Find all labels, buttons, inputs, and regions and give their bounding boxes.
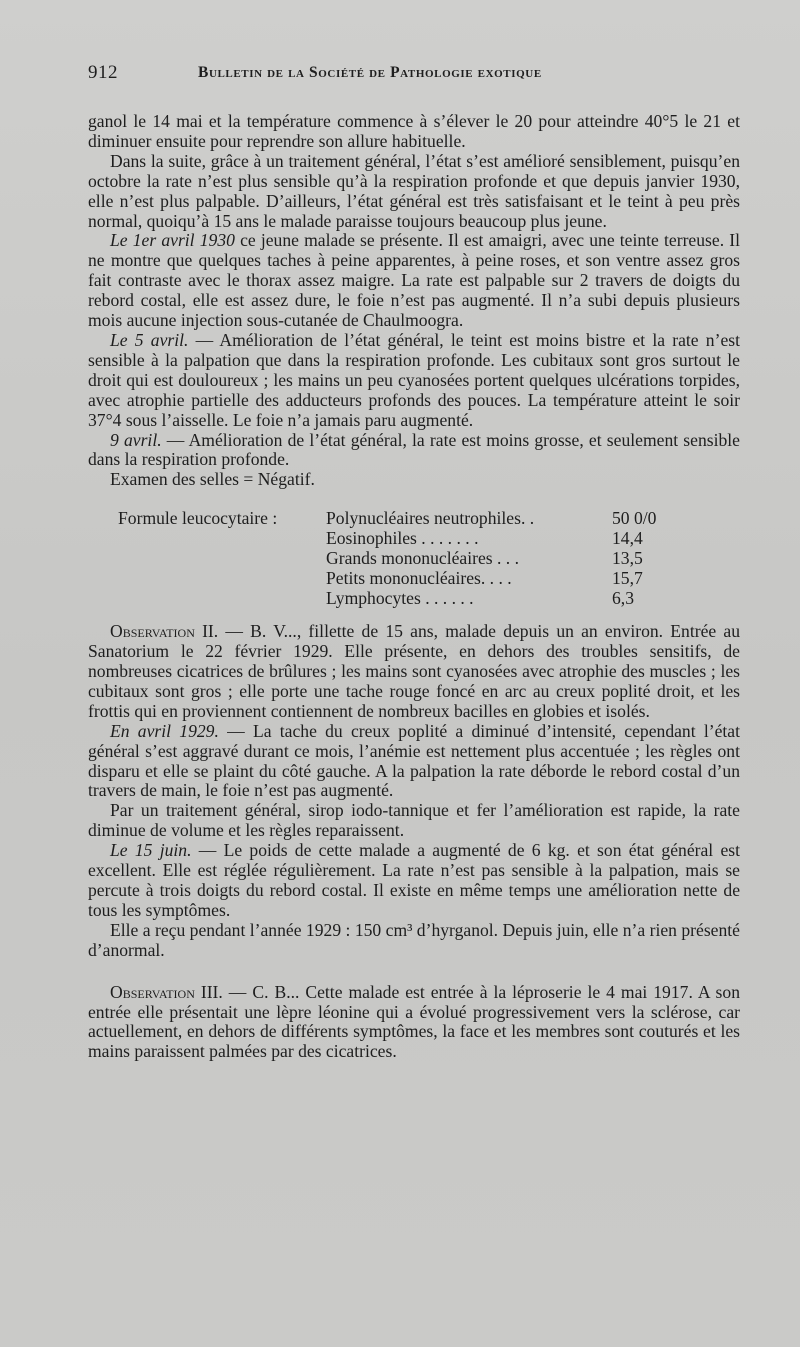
paragraph-text: — La tache du creux poplité a diminué d’intensité, cependant l’état général s’est aggravé durant ce mois, l’anémie est nettement plus accentuée ; les règles ont disparu et elle se plaint du côté gauche. A la palpation la rate déborde le rebord costal d’un travers de main, le foie n’est pas augmenté.: [88, 720, 741, 801]
formula-row: [326, 588, 706, 608]
cell-type: Lymphocytes . . . . . .: [326, 588, 474, 609]
cell-percentage: 6,3: [612, 588, 634, 609]
date-lead: Le 15 juin.: [110, 840, 192, 861]
observation-heading: Observation III.: [110, 981, 223, 1002]
observation-heading: Observation II.: [110, 621, 219, 642]
formula-row: [326, 528, 706, 548]
date-lead: 9 avril.: [110, 429, 162, 450]
formula-rows: [326, 508, 740, 608]
article-body: [88, 112, 740, 1062]
formula-row: [326, 548, 706, 568]
observation-paragraph: [88, 622, 740, 722]
paragraph: Examen des selles = Négatif.: [110, 469, 315, 490]
formula-row: [326, 568, 706, 588]
formula-label: Formule leucocytaire :: [118, 508, 278, 529]
paragraph-text: — B. V..., fillette de 15 ans, malade depuis un an environ. Entrée au Sanatorium le 22 février 1929. Elle présente, en dehors des troubles sensitifs, de nombreuses cicatrices de brûlures ; les mains sont cyanosées avec atrophie des muscles ; les cubitaux sont gros ; elle porte une tache rouge foncé en arc au creux poplité droit, et les frottis qui en proviennent contiennent de nombreux bacilles en globies et isolés.: [88, 621, 740, 721]
cell-type: Grands mononucléaires . . .: [326, 548, 519, 569]
page-number: 912: [88, 62, 118, 83]
paragraph: [88, 331, 740, 431]
date-lead: En avril 1929.: [110, 720, 219, 741]
paragraph: [88, 841, 740, 921]
cell-percentage: 15,7: [612, 568, 643, 589]
observation-paragraph: [88, 983, 740, 1063]
cell-percentage: 14,4: [612, 528, 643, 549]
paragraph: [88, 231, 740, 331]
paragraph: ganol le 14 mai et la température commence à s’élever le 20 pour atteindre 40°5 le 21 et diminuer ensuite pour reprendre son allure habituelle.: [88, 111, 740, 151]
paragraph-text: — Le poids de cette malade a augmenté de 6 kg. et son état général est excellent. Elle est réglée régulièrement. La rate n’est pas sensible à la palpation, mais se percute à trois doigts du rebord costal. Il existe en même temps une amélioration nette de tous les symptômes.: [88, 840, 740, 920]
paragraph-text: — C. B... Cette malade est entrée à la léproserie le 4 mai 1917. A son entrée elle présentait une lèpre léonine qui a évolué progressivement vers la sclérose, car actuellement, en dehors de différents symptômes, la face et les membres sont couturés et les mains paraissent palmées par des cicatrices.: [88, 981, 740, 1062]
cell-type: Eosinophiles . . . . . . .: [326, 528, 479, 549]
paragraph: [88, 722, 740, 802]
leukocyte-formula: [118, 508, 740, 608]
date-lead: Le 5 avril.: [110, 329, 189, 350]
date-lead: Le 1er avril 1930: [110, 230, 235, 251]
paragraph-text: ce jeune malade se présente. Il est amaigri, avec une teinte terreuse. Il ne montre que quelques taches à peine apparentes, à peine roses, et son ventre assez gros fait contraste avec le thorax assez maigre. La rate est palpable sur 2 travers de doigts du rebord costal, elle est assez dure, le foie n’est pas augmenté. Il n’a subi depuis plusieurs mois aucune injection sous-cutanée de Chaulmoogra.: [88, 230, 740, 331]
paragraph: Elle a reçu pendant l’année 1929 : 150 cm³ d’hyrganol. Depuis juin, elle n’a rien présenté d’anormal.: [88, 919, 740, 960]
cell-percentage: 50 0/0: [612, 508, 657, 529]
cell-percentage: 13,5: [612, 548, 643, 569]
cell-type: Petits mononucléaires. . . .: [326, 568, 512, 589]
paragraph: Dans la suite, grâce à un traitement général, l’état s’est amélioré sensiblement, puisqu’en octobre la rate n’est plus sensible qu’à la respiration profonde et que depuis janvier 1930, elle n’est plus palpable. D’ailleurs, l’état général est très satisfaisant et le teint à peu près normal, quoiqu’à 15 ans le malade paraisse toujours beaucoup plus jeune.: [88, 150, 740, 231]
paragraph: [88, 431, 740, 471]
running-title: Bulletin de la Société de Pathologie exotique: [198, 64, 542, 81]
cell-type: Polynucléaires neutrophiles. .: [326, 508, 535, 529]
paragraph-text: — Amélioration de l’état général, le teint est moins bistre et la rate n’est sensible à la palpation que dans la respiration profonde. Les cubitaux sont gros surtout le droit qui est douloureux ; les mains un peu cyanosées portent quelques ulcérations torpides, avec atrophie partielle des adducteurs profonds des pouces. La température atteint le soir 37°4 sous l’aisselle. Le foie n’a jamais paru augmenté.: [88, 329, 740, 430]
paragraph-text: — Amélioration de l’état général, la rate est moins grosse, et seulement sensible dans la respiration profonde.: [88, 429, 740, 470]
page-header: [88, 62, 748, 88]
paragraph: Par un traitement général, sirop iodo-tannique et fer l’amélioration est rapide, la rate diminue de volume et les règles reparaissent.: [88, 800, 740, 841]
formula-row: [326, 508, 706, 528]
